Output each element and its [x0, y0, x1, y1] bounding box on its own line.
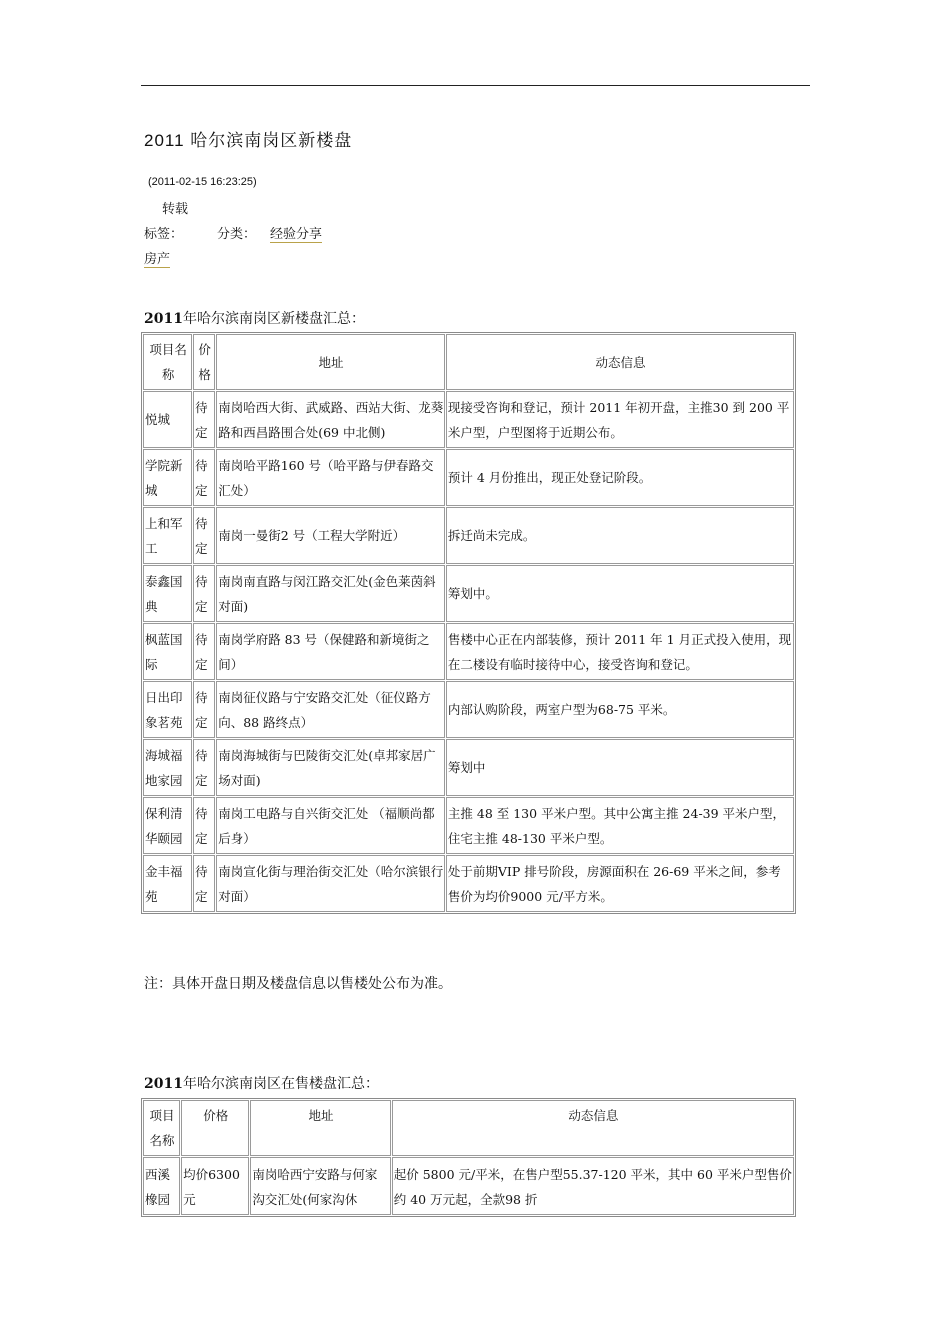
category-link[interactable]: 经验分享: [270, 227, 323, 242]
project-name: 海城福地家园: [143, 739, 192, 796]
project-info: 起价 5800 元/平米，在售户型55.37-120 平米，其中 60 平米户型售价约 40 万元起，全款98 折: [392, 1157, 794, 1215]
table-row: [143, 855, 794, 912]
new-projects-heading-year: 2011: [144, 311, 183, 327]
table-row: [143, 623, 794, 680]
project-price: 待定: [193, 391, 215, 448]
project-price: 均价6300 元: [181, 1157, 249, 1215]
project-address: 南岗学府路 83 号（保健路和新境街之间）: [216, 623, 445, 680]
table-row: [143, 739, 794, 796]
project-info: 处于前期VIP 排号阶段，房源面积在 26-69 平米之间，参考售价为均价9000 元/平方米。: [446, 855, 794, 912]
project-price: 待定: [193, 681, 215, 738]
tags-row: [144, 223, 322, 242]
new-projects-heading-text: 年哈尔滨南岗区新楼盘汇总：: [182, 311, 365, 327]
disclaimer-note: 注：具体开盘日期及楼盘信息以售楼处公布为准。: [144, 976, 452, 992]
header-project-name: 项目名称: [143, 1100, 180, 1156]
on-sale-heading-text: 年哈尔滨南岗区在售楼盘汇总：: [182, 1076, 379, 1092]
project-name: 枫蓝国际: [143, 623, 192, 680]
tag-link[interactable]: 房产: [144, 248, 170, 268]
project-info: 内部认购阶段，两室户型为68-75 平米。: [446, 681, 794, 738]
new-projects-table: [141, 332, 796, 914]
repost-label: 转载: [162, 202, 189, 217]
project-address: 南岗工电路与自兴街交汇处 （福顺尚都后身）: [216, 797, 445, 854]
post-timestamp: (2011-02-15 16:23:25): [148, 176, 257, 188]
project-address: 南岗征仪路与宁安路交汇处（征仪路方向、88 路终点）: [216, 681, 445, 738]
project-price: 待定: [193, 449, 215, 506]
table-row: [143, 565, 794, 622]
table-header-row: [143, 1100, 794, 1156]
header-address: 地址: [216, 334, 445, 390]
table-row: [143, 391, 794, 448]
project-name: 金丰福苑: [143, 855, 192, 912]
table-header-row: [143, 334, 794, 390]
table-row: [143, 797, 794, 854]
project-info: 预计 4 月份推出，现正处登记阶段。: [446, 449, 794, 506]
header-price: 价格: [181, 1100, 249, 1156]
project-address: 南岗哈平路160 号（哈平路与伊春路交汇处）: [216, 449, 445, 506]
on-sale-table: [141, 1098, 796, 1217]
on-sale-heading-year: 2011: [144, 1076, 183, 1092]
project-name: 泰鑫国典: [143, 565, 192, 622]
category-label: 分类：: [217, 227, 257, 242]
project-info: 售楼中心正在内部装修，预计 2011 年 1 月正式投入使用，现在二楼设有临时接待中心，接受咨询和登记。: [446, 623, 794, 680]
project-price: 待定: [193, 797, 215, 854]
project-info: 筹划中。: [446, 565, 794, 622]
project-name: 上和军工: [143, 507, 192, 564]
header-info: 动态信息: [446, 334, 794, 390]
project-info: 主推 48 至 130 平米户型。其中公寓主推 24-39 平米户型，住宅主推 48-130 平米户型。: [446, 797, 794, 854]
project-price: 待定: [193, 507, 215, 564]
table-row: [143, 681, 794, 738]
project-name: 学院新城: [143, 449, 192, 506]
project-info: 现接受咨询和登记，预计 2011 年初开盘，主推30 到 200 平米户型，户型图将于近期公布。: [446, 391, 794, 448]
project-name: 保利清华颐园: [143, 797, 192, 854]
table-row: [143, 449, 794, 506]
new-projects-heading: [144, 308, 365, 328]
on-sale-heading: [144, 1073, 379, 1093]
project-name: 日出印象茗苑: [143, 681, 192, 738]
header-price: 价格: [193, 334, 215, 390]
project-price: 待定: [193, 565, 215, 622]
project-info: 筹划中: [446, 739, 794, 796]
table-row: [143, 507, 794, 564]
project-address: 南岗宣化街与理治街交汇处（哈尔滨银行对面）: [216, 855, 445, 912]
header-project-name: 项目名称: [143, 334, 192, 390]
project-price: 待定: [193, 739, 215, 796]
project-price: 待定: [193, 855, 215, 912]
project-info: 拆迁尚未完成。: [446, 507, 794, 564]
project-address: 南岗哈西大街、武威路、西站大街、龙葵路和西昌路围合处(69 中北侧): [216, 391, 445, 448]
header-info: 动态信息: [392, 1100, 794, 1156]
project-price: 待定: [193, 623, 215, 680]
table-row: [143, 1157, 794, 1215]
post-title: 2011 哈尔滨南岗区新楼盘: [144, 131, 353, 150]
project-address: 南岗哈西宁安路与何家沟交汇处(何家沟休: [250, 1157, 390, 1215]
tags-label: 标签：: [144, 227, 184, 242]
project-address: 南岗南直路与闵江路交汇处(金色莱茵斜对面): [216, 565, 445, 622]
project-address: 南岗海城街与巴陵街交汇处(卓邦家居广场对面): [216, 739, 445, 796]
project-name: 西溪橡园: [143, 1157, 180, 1215]
project-name: 悦城: [143, 391, 192, 448]
header-address: 地址: [250, 1100, 390, 1156]
top-rule: [141, 85, 810, 86]
project-address: 南岗一曼街2 号（工程大学附近）: [216, 507, 445, 564]
